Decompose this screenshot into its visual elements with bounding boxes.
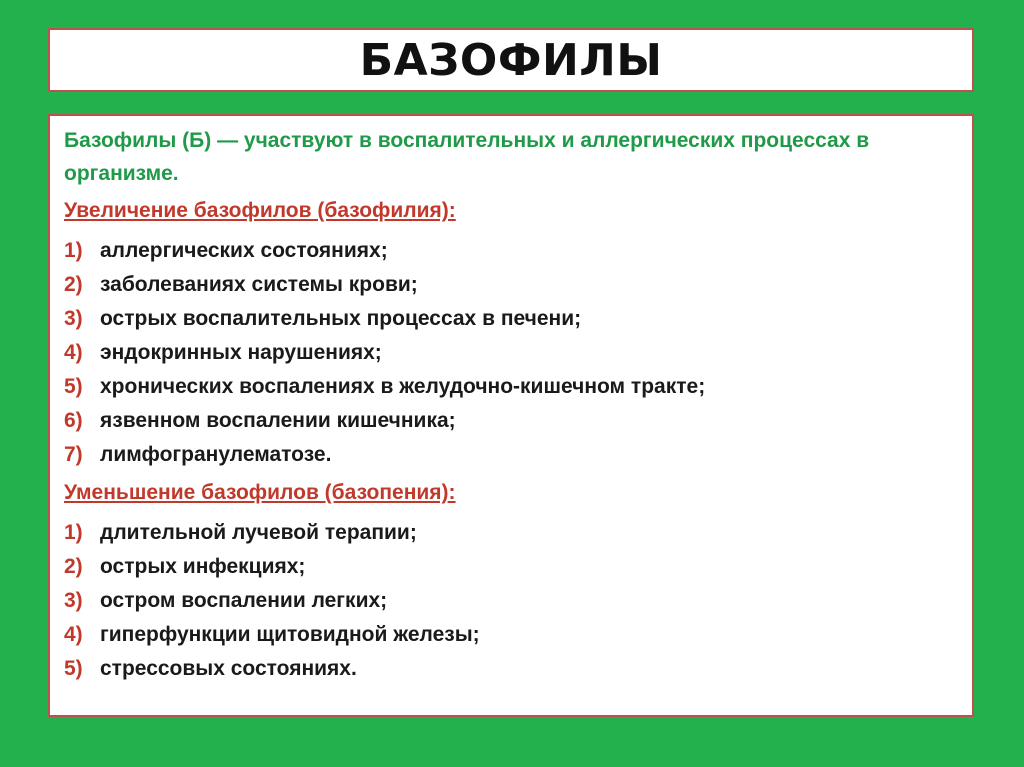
decrease-list bbox=[64, 516, 958, 686]
list-item bbox=[64, 438, 958, 472]
item-number: 1) bbox=[64, 239, 83, 262]
item-number: 3) bbox=[64, 307, 83, 330]
list-item bbox=[64, 336, 958, 370]
item-text: эндокринных нарушениях; bbox=[100, 341, 382, 364]
list-item bbox=[64, 302, 958, 336]
item-text: острых воспалительных процессах в печени; bbox=[100, 307, 582, 330]
item-text: хронических воспалениях в желудочно-кишечном тракте; bbox=[100, 375, 706, 398]
item-text: остром воспалении легких; bbox=[100, 589, 388, 612]
list-item bbox=[64, 652, 958, 686]
page-title: БАЗОФИЛЫ bbox=[359, 34, 663, 86]
increase-heading: Увеличение базофилов (базофилия): bbox=[64, 199, 456, 222]
increase-list bbox=[64, 234, 958, 472]
list-item bbox=[64, 618, 958, 652]
title-box bbox=[48, 28, 974, 92]
item-text: заболеваниях системы крови; bbox=[100, 273, 418, 296]
item-number: 2) bbox=[64, 555, 83, 578]
list-item bbox=[64, 234, 958, 268]
intro-text: Базофилы (Б) — участвуют в воспалительных и аллергических процессах в организме. bbox=[64, 129, 870, 185]
item-number: 3) bbox=[64, 589, 83, 612]
item-text: длительной лучевой терапии; bbox=[100, 521, 417, 544]
item-number: 4) bbox=[64, 623, 83, 646]
item-number: 6) bbox=[64, 409, 83, 432]
item-number: 7) bbox=[64, 443, 83, 466]
item-number: 5) bbox=[64, 375, 83, 398]
list-item bbox=[64, 370, 958, 404]
item-text: стрессовых состояниях. bbox=[100, 657, 357, 680]
item-number: 2) bbox=[64, 273, 83, 296]
item-number: 5) bbox=[64, 657, 83, 680]
item-text: гиперфункции щитовидной железы; bbox=[100, 623, 480, 646]
list-item bbox=[64, 516, 958, 550]
list-item bbox=[64, 404, 958, 438]
item-text: язвенном воспалении кишечника; bbox=[100, 409, 456, 432]
decrease-heading: Уменьшение базофилов (базопения): bbox=[64, 481, 456, 504]
item-number: 4) bbox=[64, 341, 83, 364]
list-item bbox=[64, 268, 958, 302]
item-text: лимфогранулематозе. bbox=[100, 443, 332, 466]
item-text: острых инфекциях; bbox=[100, 555, 306, 578]
list-item bbox=[64, 550, 958, 584]
item-number: 1) bbox=[64, 521, 83, 544]
content-box bbox=[48, 114, 974, 717]
list-item bbox=[64, 584, 958, 618]
item-text: аллергических состояниях; bbox=[100, 239, 388, 262]
